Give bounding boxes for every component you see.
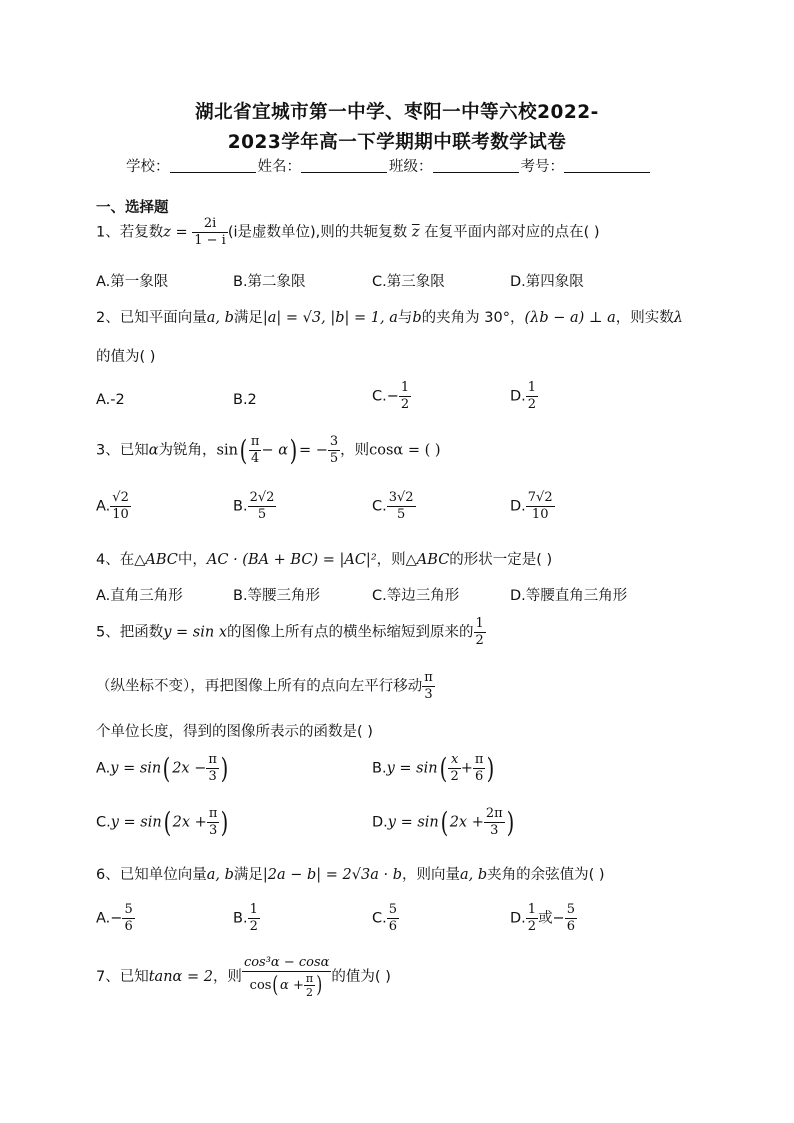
- q4-option-a[interactable]: A.直角三角形: [96, 588, 183, 604]
- q3-cos: cosα = ( ): [369, 442, 441, 459]
- q6-b-frac: [248, 902, 260, 935]
- q1-frac-num: 2i: [203, 216, 217, 231]
- q3-d-num: 7√2: [527, 490, 553, 505]
- q2-option-c-frac: [399, 380, 411, 413]
- q3-rparen: ): [289, 433, 298, 467]
- q2-option-d[interactable]: [510, 380, 538, 413]
- q3-d-frac: [526, 490, 555, 523]
- q5-option-a[interactable]: [96, 752, 230, 785]
- q3-sin: sin: [216, 442, 238, 459]
- q5-a-pre: y = sin: [110, 760, 162, 777]
- q2-option-c[interactable]: [372, 380, 411, 413]
- q3-b-frac: [248, 490, 277, 523]
- q5-c-inner: 2x +: [172, 814, 207, 831]
- q3-c-label: C.: [372, 498, 387, 515]
- q6-b-label: B.: [233, 910, 248, 927]
- question-1: [96, 216, 600, 249]
- q1-frac-den: 1 − i: [194, 233, 226, 248]
- id-label: 考号：: [520, 159, 564, 175]
- question-6: [96, 863, 605, 884]
- q2-option-c-label: C.−: [372, 388, 399, 405]
- q2-c-num: 1: [400, 380, 410, 395]
- q5-b-label: B.: [372, 760, 387, 777]
- q3-end: ，则: [340, 442, 370, 459]
- q5-func: y = sin x: [163, 624, 227, 641]
- q5-option-b[interactable]: [372, 752, 496, 785]
- q5-d-label: D.: [372, 814, 388, 831]
- q3-c-den: 5: [387, 506, 416, 523]
- q5-b-pre: y = sin: [386, 760, 438, 777]
- q3-four: 4: [249, 450, 262, 467]
- q5-a-rparen: ): [220, 751, 229, 785]
- q3-option-c[interactable]: [372, 490, 416, 523]
- q3-prefix: 3、已知: [96, 442, 149, 459]
- q6-c-label: C.: [372, 910, 387, 927]
- q3-option-a[interactable]: [96, 490, 131, 523]
- q4-option-c[interactable]: C.等边三角形: [372, 588, 460, 604]
- q2-cond: |a| = √3, |b| = 1, a: [262, 310, 398, 326]
- q7-num: cos³α − cosα: [243, 955, 330, 970]
- q5-d-frac: [484, 806, 505, 839]
- q2-prefix: 2、已知平面向量: [96, 310, 207, 326]
- q1-suffix: (i是虚数单位),则的共轭复数: [227, 224, 408, 241]
- q2-ab: a, b: [206, 310, 234, 326]
- q6-d-num2: 5: [566, 902, 575, 917]
- q3-alpha: α: [148, 442, 159, 459]
- q5-pi-num: π: [424, 670, 433, 685]
- q3-a-den: 10: [110, 506, 131, 523]
- q6-d-mid: 或−: [538, 910, 565, 927]
- q3-d-den: 10: [526, 506, 555, 523]
- q3-b-den: 5: [248, 506, 277, 523]
- q5-d-lparen: (: [440, 805, 449, 839]
- q6-option-d[interactable]: [510, 902, 577, 935]
- q6-end2: 夹角的余弦值为( ): [487, 867, 605, 883]
- exam-title-line1: 湖北省宜城市第一中学、枣阳一中等六校2022-: [195, 102, 599, 123]
- q6-ab2: a, b: [460, 867, 488, 883]
- q5-b-frac: [473, 752, 486, 785]
- q3-option-b[interactable]: [233, 490, 276, 523]
- q5-line3: 个单位长度，得到的图像所表示的函数是( ): [96, 724, 373, 740]
- q7-tan: tanα = 2: [148, 969, 213, 985]
- q3-mid: 为锐角，: [158, 442, 217, 459]
- q7-mid: ，则: [212, 969, 242, 985]
- q7-end: 的值为( ): [331, 969, 391, 985]
- q5-line1b: 的图像上所有点的横坐标缩短到原来的: [227, 624, 474, 641]
- school-blank[interactable]: [170, 158, 256, 173]
- section-title: 一、选择题: [96, 200, 169, 216]
- q1-fraction: [192, 216, 228, 249]
- q2-d-num: 1: [527, 380, 537, 395]
- q3-c-num: 3√2: [388, 490, 414, 505]
- q7-den-pi: π: [305, 972, 314, 985]
- q3-b-label: B.: [233, 498, 248, 515]
- q3-five: 5: [329, 451, 339, 466]
- q3-pi: π: [250, 434, 260, 449]
- q5-d-inner: 2x +: [449, 814, 484, 831]
- student-info-row: [126, 155, 652, 176]
- q7-den-pre: cos: [249, 978, 272, 993]
- q6-c-frac: [387, 902, 399, 935]
- q5-a-lparen: (: [162, 751, 171, 785]
- q6-d-den: 2: [527, 919, 537, 934]
- question-4: [96, 548, 552, 569]
- q1-end: 在复平面内部对应的点在( ): [424, 224, 600, 241]
- q6-d-label: D.: [510, 910, 526, 927]
- q7-pi-frac: [304, 972, 315, 999]
- name-blank[interactable]: [301, 158, 387, 173]
- q6-prefix: 6、已知单位向量: [96, 867, 207, 883]
- q7-den-two: 2: [304, 985, 315, 999]
- q7-den-inner: α +: [280, 978, 304, 993]
- q4-option-d[interactable]: D.等腰直角三角形: [510, 588, 628, 604]
- q5-c-rparen: ): [221, 805, 229, 839]
- q2-option-a[interactable]: A.-2: [96, 392, 125, 408]
- q6-a-den: 6: [124, 919, 133, 934]
- q2-line2: 的值为( ): [96, 349, 156, 365]
- q5-d-fn: 2π: [485, 806, 503, 821]
- q4-end2: 的形状一定是( ): [449, 552, 553, 568]
- q6-a-label: A.−: [96, 910, 123, 927]
- q5-a-inner: 2x −: [172, 760, 207, 777]
- q5-d-rparen: ): [506, 805, 514, 839]
- question-2: [96, 306, 683, 327]
- q6-d-frac2: [565, 902, 577, 935]
- q4-mid: 中，: [177, 552, 207, 568]
- q4-end: ，则: [376, 552, 406, 568]
- q3-a-frac: [110, 490, 131, 523]
- q7-den: [242, 971, 331, 999]
- q1-option-b[interactable]: B.第二象限: [233, 274, 306, 290]
- q7-lparen: (: [272, 972, 279, 998]
- q5-a-label: A.: [96, 760, 111, 777]
- q6-option-a[interactable]: [96, 902, 135, 935]
- q3-three: 3: [329, 434, 339, 449]
- class-blank[interactable]: [433, 158, 519, 173]
- q2-b: b: [412, 310, 422, 326]
- q3-option-d[interactable]: [510, 490, 555, 523]
- q3-b-num: 2√2: [249, 490, 275, 505]
- q5-b-xn: x: [450, 752, 459, 767]
- q7-rparen: ): [316, 972, 323, 998]
- q2-option-d-label: D.: [510, 388, 526, 405]
- school-label: 学校：: [126, 159, 170, 175]
- q5-line1: 5、把函数: [96, 624, 164, 641]
- q5-c-pre: y = sin: [110, 814, 162, 831]
- q6-expr: |2a − b| = 2√3a · b: [262, 867, 402, 883]
- q3-a-num: √2: [112, 490, 129, 505]
- q2-lambda: λ: [673, 310, 683, 326]
- q6-c-num: 5: [388, 902, 398, 917]
- q3-minus-alpha: − α: [261, 442, 288, 459]
- question-7: [96, 955, 391, 999]
- q5-b-rparen: ): [487, 751, 495, 785]
- q2-mid: 满足: [233, 310, 263, 326]
- q1-prefix: 1、若复数: [96, 224, 164, 241]
- q5-c-frac: [207, 806, 220, 839]
- q5-c-lparen: (: [163, 805, 172, 839]
- q5-half-den: 2: [475, 633, 484, 648]
- q2-option-b[interactable]: B.2: [233, 392, 257, 408]
- q6-end: ，则向量: [402, 867, 460, 883]
- q3-a-label: A.: [96, 498, 111, 515]
- q6-a-num: 5: [124, 902, 133, 917]
- q4-option-b[interactable]: B.等腰三角形: [233, 588, 321, 604]
- question-5: [96, 616, 486, 649]
- q2-expr: (λb − a) ⊥ a: [524, 310, 616, 326]
- id-blank[interactable]: [564, 158, 650, 173]
- q3-lparen: (: [239, 433, 248, 467]
- q5-b-fd: 6: [473, 768, 486, 785]
- class-label: 班级：: [389, 159, 433, 175]
- q6-option-c[interactable]: [372, 902, 399, 935]
- q2-option-d-frac: [526, 380, 538, 413]
- q1-option-a[interactable]: A.第一象限: [96, 274, 169, 290]
- q5-c-fd: 3: [207, 822, 220, 839]
- q3-eq: = −: [298, 442, 328, 459]
- q2-text2: 与: [397, 310, 413, 326]
- q6-a-frac: [122, 902, 134, 935]
- q5-c-label: C.: [96, 814, 111, 831]
- q5-d-pre: y = sin: [387, 814, 439, 831]
- q1-option-c[interactable]: C.第三象限: [372, 274, 445, 290]
- q1-z: z: [163, 224, 171, 241]
- question-3: [96, 434, 441, 467]
- q4-tri: △ABC: [134, 552, 178, 568]
- q5-d-fd: 3: [484, 822, 505, 839]
- q5-pi-frac: [422, 670, 435, 703]
- q5-a-fn: π: [208, 752, 217, 767]
- q3-pi-frac: [249, 434, 262, 467]
- q2-text3: 的夹角为 30°，: [421, 310, 525, 326]
- q5-b-lparen: (: [439, 751, 447, 785]
- q5-line2: （纵坐标不变），再把图像上所有的点向左平行移动: [96, 678, 423, 695]
- q6-option-b[interactable]: [233, 902, 260, 935]
- q5-option-d[interactable]: [372, 806, 516, 839]
- q2-d-den: 2: [527, 397, 537, 412]
- q6-ab: a, b: [206, 867, 234, 883]
- q1-zbar: $\overline{z}$: [411, 224, 420, 241]
- q4-prefix: 4、在: [96, 552, 135, 568]
- q3-c-frac: [387, 490, 416, 523]
- q1-option-d[interactable]: D.第四象限: [510, 274, 584, 290]
- q6-c-den: 6: [388, 919, 398, 934]
- q5-line2-row: [96, 670, 435, 703]
- q5-option-c[interactable]: [96, 806, 230, 839]
- q5-a-frac: [206, 752, 219, 785]
- q4-expr: AC · (BA + BC) = |AC|²: [206, 552, 377, 568]
- q7-prefix: 7、已知: [96, 969, 149, 985]
- q6-d-den2: 6: [566, 919, 575, 934]
- q5-b-xd: 2: [450, 769, 459, 784]
- q3-d-label: D.: [510, 498, 526, 515]
- q5-half-frac: [474, 616, 486, 649]
- q6-mid: 满足: [233, 867, 263, 883]
- name-label: 姓名：: [257, 159, 301, 175]
- q3-value-frac: [328, 434, 340, 467]
- q7-big-frac: [242, 955, 331, 999]
- exam-title-line2: 2023学年高一下学期期中联考数学试卷: [227, 132, 567, 153]
- q5-c-fn: π: [208, 806, 218, 821]
- q2-text4: ，则实数: [615, 310, 674, 326]
- q6-b-num: 1: [249, 902, 258, 917]
- q6-d-frac: [526, 902, 538, 935]
- q5-b-plus: +: [460, 760, 473, 777]
- q4-tri2: △ABC: [405, 552, 450, 568]
- q1-eq: =: [170, 224, 193, 241]
- q5-b-xfrac: [448, 752, 460, 785]
- q5-half-num: 1: [475, 616, 484, 631]
- q5-pi-den: 3: [422, 686, 435, 703]
- q2-c-den: 2: [400, 397, 410, 412]
- q5-a-fd: 3: [206, 768, 219, 785]
- q5-b-fn: π: [474, 752, 484, 767]
- q6-d-num: 1: [527, 902, 537, 917]
- q6-b-den: 2: [249, 919, 258, 934]
